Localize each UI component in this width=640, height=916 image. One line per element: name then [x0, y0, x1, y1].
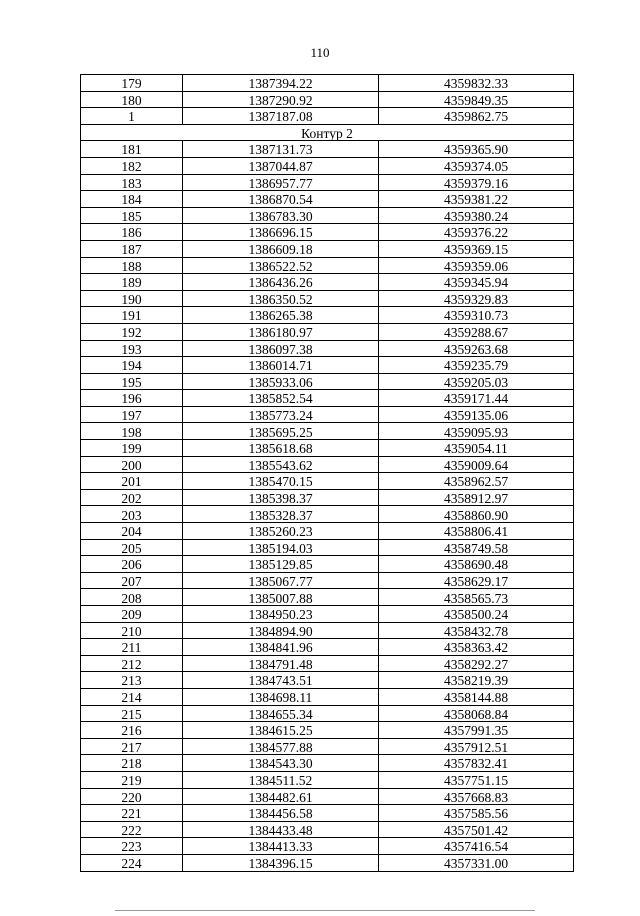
table-row: [81, 141, 574, 158]
x-coordinate-cell: 1386696.15: [183, 224, 379, 241]
x-coordinate-cell: 1386522.52: [183, 257, 379, 274]
coordinates-table: [80, 74, 574, 872]
table-row: [81, 373, 574, 390]
point-number-cell: 181: [81, 141, 183, 158]
y-coordinate-cell: 4358749.58: [379, 539, 574, 556]
x-coordinate-cell: 1385260.23: [183, 523, 379, 540]
table-row: [81, 91, 574, 108]
point-number-cell: 206: [81, 556, 183, 573]
x-coordinate-cell: 1386783.30: [183, 207, 379, 224]
point-number-cell: 196: [81, 390, 183, 407]
point-number-cell: 184: [81, 191, 183, 208]
point-number-cell: 179: [81, 75, 183, 92]
section-title: Контур 2: [81, 124, 574, 141]
point-number-cell: 186: [81, 224, 183, 241]
x-coordinate-cell: 1387187.08: [183, 108, 379, 125]
table-row: [81, 274, 574, 291]
x-coordinate-cell: 1385852.54: [183, 390, 379, 407]
table-row: [81, 390, 574, 407]
y-coordinate-cell: 4358292.27: [379, 655, 574, 672]
point-number-cell: 218: [81, 755, 183, 772]
table-row: [81, 473, 574, 490]
x-coordinate-cell: 1386957.77: [183, 174, 379, 191]
point-number-cell: 211: [81, 639, 183, 656]
x-coordinate-cell: 1385618.68: [183, 440, 379, 457]
page-bottom-edge: [115, 910, 535, 911]
table-row: [81, 224, 574, 241]
x-coordinate-cell: 1385398.37: [183, 489, 379, 506]
point-number-cell: 194: [81, 357, 183, 374]
section-row: [81, 124, 574, 141]
y-coordinate-cell: 4359135.06: [379, 406, 574, 423]
point-number-cell: 183: [81, 174, 183, 191]
table-row: [81, 771, 574, 788]
x-coordinate-cell: 1384482.61: [183, 788, 379, 805]
point-number-cell: 201: [81, 473, 183, 490]
x-coordinate-cell: 1386014.71: [183, 357, 379, 374]
y-coordinate-cell: 4358068.84: [379, 705, 574, 722]
x-coordinate-cell: 1384396.15: [183, 854, 379, 871]
point-number-cell: 195: [81, 373, 183, 390]
table-row: [81, 75, 574, 92]
point-number-cell: 1: [81, 108, 183, 125]
y-coordinate-cell: 4359054.11: [379, 440, 574, 457]
x-coordinate-cell: 1384577.88: [183, 738, 379, 755]
y-coordinate-cell: 4357501.42: [379, 821, 574, 838]
point-number-cell: 203: [81, 506, 183, 523]
table-row: [81, 805, 574, 822]
x-coordinate-cell: 1384841.96: [183, 639, 379, 656]
x-coordinate-cell: 1384655.34: [183, 705, 379, 722]
y-coordinate-cell: 4358629.17: [379, 572, 574, 589]
y-coordinate-cell: 4359359.06: [379, 257, 574, 274]
point-number-cell: 216: [81, 722, 183, 739]
x-coordinate-cell: 1386265.38: [183, 307, 379, 324]
x-coordinate-cell: 1386436.26: [183, 274, 379, 291]
x-coordinate-cell: 1385470.15: [183, 473, 379, 490]
point-number-cell: 204: [81, 523, 183, 540]
y-coordinate-cell: 4358432.78: [379, 622, 574, 639]
point-number-cell: 221: [81, 805, 183, 822]
y-coordinate-cell: 4359171.44: [379, 390, 574, 407]
table-row: [81, 655, 574, 672]
x-coordinate-cell: 1385067.77: [183, 572, 379, 589]
point-number-cell: 185: [81, 207, 183, 224]
table-row: [81, 323, 574, 340]
point-number-cell: 199: [81, 440, 183, 457]
x-coordinate-cell: 1386870.54: [183, 191, 379, 208]
table-row: [81, 423, 574, 440]
table-row: [81, 722, 574, 739]
table-row: [81, 672, 574, 689]
table-row: [81, 589, 574, 606]
table-row: [81, 340, 574, 357]
x-coordinate-cell: 1387044.87: [183, 157, 379, 174]
table-row: [81, 307, 574, 324]
x-coordinate-cell: 1384743.51: [183, 672, 379, 689]
point-number-cell: 190: [81, 290, 183, 307]
x-coordinate-cell: 1385194.03: [183, 539, 379, 556]
y-coordinate-cell: 4359095.93: [379, 423, 574, 440]
x-coordinate-cell: 1385773.24: [183, 406, 379, 423]
y-coordinate-cell: 4358860.90: [379, 506, 574, 523]
x-coordinate-cell: 1386609.18: [183, 240, 379, 257]
point-number-cell: 220: [81, 788, 183, 805]
table-row: [81, 357, 574, 374]
point-number-cell: 205: [81, 539, 183, 556]
table-row: [81, 489, 574, 506]
table-row: [81, 854, 574, 871]
y-coordinate-cell: 4358806.41: [379, 523, 574, 540]
x-coordinate-cell: 1385328.37: [183, 506, 379, 523]
y-coordinate-cell: 4357751.15: [379, 771, 574, 788]
point-number-cell: 198: [81, 423, 183, 440]
x-coordinate-cell: 1384433.48: [183, 821, 379, 838]
point-number-cell: 207: [81, 572, 183, 589]
point-number-cell: 192: [81, 323, 183, 340]
point-number-cell: 188: [81, 257, 183, 274]
x-coordinate-cell: 1384543.30: [183, 755, 379, 772]
table-row: [81, 174, 574, 191]
y-coordinate-cell: 4359374.05: [379, 157, 574, 174]
point-number-cell: 212: [81, 655, 183, 672]
table-row: [81, 506, 574, 523]
y-coordinate-cell: 4358500.24: [379, 606, 574, 623]
x-coordinate-cell: 1385129.85: [183, 556, 379, 573]
point-number-cell: 180: [81, 91, 183, 108]
y-coordinate-cell: 4359380.24: [379, 207, 574, 224]
x-coordinate-cell: 1387131.73: [183, 141, 379, 158]
table-row: [81, 755, 574, 772]
point-number-cell: 210: [81, 622, 183, 639]
point-number-cell: 209: [81, 606, 183, 623]
page-number: 110: [310, 45, 330, 60]
x-coordinate-cell: 1385007.88: [183, 589, 379, 606]
table-body-main: [81, 141, 574, 871]
table-row: [81, 738, 574, 755]
table-body-top: [81, 75, 574, 125]
table-row: [81, 539, 574, 556]
table-row: [81, 207, 574, 224]
x-coordinate-cell: 1384456.58: [183, 805, 379, 822]
x-coordinate-cell: 1384698.11: [183, 688, 379, 705]
x-coordinate-cell: 1386097.38: [183, 340, 379, 357]
y-coordinate-cell: 4358690.48: [379, 556, 574, 573]
x-coordinate-cell: 1385933.06: [183, 373, 379, 390]
point-number-cell: 208: [81, 589, 183, 606]
x-coordinate-cell: 1384511.52: [183, 771, 379, 788]
x-coordinate-cell: 1384950.23: [183, 606, 379, 623]
y-coordinate-cell: 4359205.03: [379, 373, 574, 390]
point-number-cell: 215: [81, 705, 183, 722]
point-number-cell: 222: [81, 821, 183, 838]
point-number-cell: 187: [81, 240, 183, 257]
x-coordinate-cell: 1384894.90: [183, 622, 379, 639]
table-row: [81, 523, 574, 540]
y-coordinate-cell: 4359329.83: [379, 290, 574, 307]
table-row: [81, 705, 574, 722]
y-coordinate-cell: 4359379.16: [379, 174, 574, 191]
table-row: [81, 440, 574, 457]
y-coordinate-cell: 4357331.00: [379, 854, 574, 871]
y-coordinate-cell: 4358962.57: [379, 473, 574, 490]
point-number-cell: 213: [81, 672, 183, 689]
y-coordinate-cell: 4359381.22: [379, 191, 574, 208]
y-coordinate-cell: 4359009.64: [379, 456, 574, 473]
table-row: [81, 572, 574, 589]
point-number-cell: 217: [81, 738, 183, 755]
table-row: [81, 406, 574, 423]
y-coordinate-cell: 4358144.88: [379, 688, 574, 705]
y-coordinate-cell: 4359288.67: [379, 323, 574, 340]
table-row: [81, 290, 574, 307]
table-row: [81, 191, 574, 208]
x-coordinate-cell: 1387290.92: [183, 91, 379, 108]
point-number-cell: 200: [81, 456, 183, 473]
y-coordinate-cell: 4359263.68: [379, 340, 574, 357]
point-number-cell: 219: [81, 771, 183, 788]
table-row: [81, 456, 574, 473]
y-coordinate-cell: 4357912.51: [379, 738, 574, 755]
y-coordinate-cell: 4357991.35: [379, 722, 574, 739]
y-coordinate-cell: 4358565.73: [379, 589, 574, 606]
y-coordinate-cell: 4359376.22: [379, 224, 574, 241]
x-coordinate-cell: 1384413.33: [183, 838, 379, 855]
y-coordinate-cell: 4359365.90: [379, 141, 574, 158]
table-row: [81, 821, 574, 838]
table-row: [81, 108, 574, 125]
y-coordinate-cell: 4358219.39: [379, 672, 574, 689]
point-number-cell: 202: [81, 489, 183, 506]
table-row: [81, 157, 574, 174]
point-number-cell: 182: [81, 157, 183, 174]
point-number-cell: 223: [81, 838, 183, 855]
point-number-cell: 189: [81, 274, 183, 291]
x-coordinate-cell: 1385695.25: [183, 423, 379, 440]
point-number-cell: 214: [81, 688, 183, 705]
point-number-cell: 193: [81, 340, 183, 357]
y-coordinate-cell: 4359310.73: [379, 307, 574, 324]
x-coordinate-cell: 1384615.25: [183, 722, 379, 739]
table-row: [81, 257, 574, 274]
y-coordinate-cell: 4357668.83: [379, 788, 574, 805]
y-coordinate-cell: 4357832.41: [379, 755, 574, 772]
table-row: [81, 606, 574, 623]
point-number-cell: 191: [81, 307, 183, 324]
y-coordinate-cell: 4358363.42: [379, 639, 574, 656]
table-row: [81, 838, 574, 855]
y-coordinate-cell: 4359832.33: [379, 75, 574, 92]
y-coordinate-cell: 4359369.15: [379, 240, 574, 257]
y-coordinate-cell: 4357585.56: [379, 805, 574, 822]
x-coordinate-cell: 1386180.97: [183, 323, 379, 340]
y-coordinate-cell: 4357416.54: [379, 838, 574, 855]
table-row: [81, 556, 574, 573]
point-number-cell: 197: [81, 406, 183, 423]
x-coordinate-cell: 1387394.22: [183, 75, 379, 92]
x-coordinate-cell: 1386350.52: [183, 290, 379, 307]
table-row: [81, 688, 574, 705]
section-header: [81, 124, 574, 141]
x-coordinate-cell: 1385543.62: [183, 456, 379, 473]
y-coordinate-cell: 4359235.79: [379, 357, 574, 374]
x-coordinate-cell: 1384791.48: [183, 655, 379, 672]
y-coordinate-cell: 4359345.94: [379, 274, 574, 291]
point-number-cell: 224: [81, 854, 183, 871]
table-row: [81, 240, 574, 257]
table-row: [81, 622, 574, 639]
table-row: [81, 788, 574, 805]
y-coordinate-cell: 4358912.97: [379, 489, 574, 506]
table-row: [81, 639, 574, 656]
y-coordinate-cell: 4359849.35: [379, 91, 574, 108]
y-coordinate-cell: 4359862.75: [379, 108, 574, 125]
